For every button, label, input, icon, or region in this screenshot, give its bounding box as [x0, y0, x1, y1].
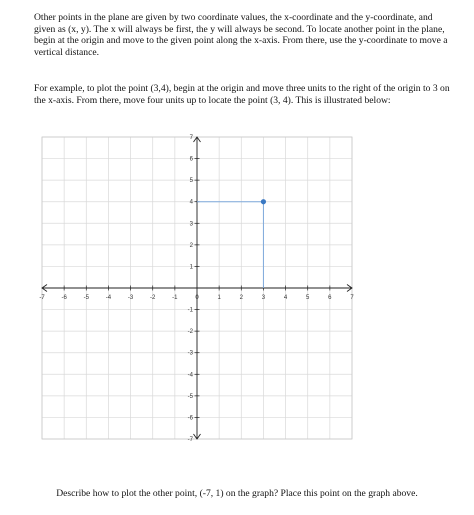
y-tick-label: 2 — [189, 242, 193, 249]
x-tick-label: 6 — [328, 295, 332, 301]
x-tick-label: -2 — [150, 295, 156, 301]
x-tick-label: 5 — [306, 295, 310, 301]
x-tick-label: -5 — [83, 295, 89, 301]
x-tick-label: 0 — [195, 295, 199, 301]
y-tick-label: 5 — [189, 178, 193, 185]
coordinate-plane-graph[interactable] — [30, 131, 366, 445]
y-tick-label: 6 — [189, 156, 193, 163]
y-tick-label: -1 — [187, 307, 193, 314]
y-tick-label: 1 — [189, 264, 193, 271]
x-tick-label: -7 — [39, 295, 45, 301]
data-point — [261, 199, 266, 204]
y-tick-label: -5 — [187, 393, 193, 400]
intro-paragraph-1: Other points in the plane are given by two coordinate values, the x-coordinate and the y-coordinate, and given as (x, y). The x will always be first, the y will always be second. To locate another point in the plane, begin at the origin and move to the given point along the x-axis. From there, use the y-coordinate to move a vertical distance. — [34, 12, 448, 58]
x-tick-label: -4 — [105, 295, 112, 301]
x-tick-label: 3 — [261, 295, 266, 301]
y-tick-label: -3 — [187, 350, 193, 357]
plotted-points — [261, 199, 266, 204]
x-tick-label: 4 — [283, 295, 288, 301]
y-tick-label: -4 — [187, 372, 193, 379]
x-tick-label: 2 — [239, 295, 243, 301]
x-tick-label: 7 — [350, 295, 354, 301]
x-tick-label: -1 — [172, 295, 178, 301]
x-tick-label: 1 — [217, 295, 221, 301]
x-tick-label: -6 — [61, 295, 67, 301]
intro-paragraph-2: For example, to plot the point (3,4), begin at the origin and move three units to the right of the origin to 3 on the x-axis. From there, move four units up to locate the point (3, 4). This is illustrated below: — [34, 83, 450, 106]
y-tick-label: -7 — [187, 437, 193, 443]
y-tick-label: -2 — [187, 329, 193, 336]
y-tick-label: -6 — [187, 415, 193, 422]
question-text: Describe how to plot the other point, (-7, 1) on the graph? Place this point on the graph above. — [56, 488, 418, 499]
x-tick-label: -3 — [127, 295, 134, 301]
y-tick-label: 3 — [189, 221, 193, 228]
y-tick-label: 7 — [189, 135, 193, 141]
y-tick-label: 4 — [189, 199, 193, 206]
